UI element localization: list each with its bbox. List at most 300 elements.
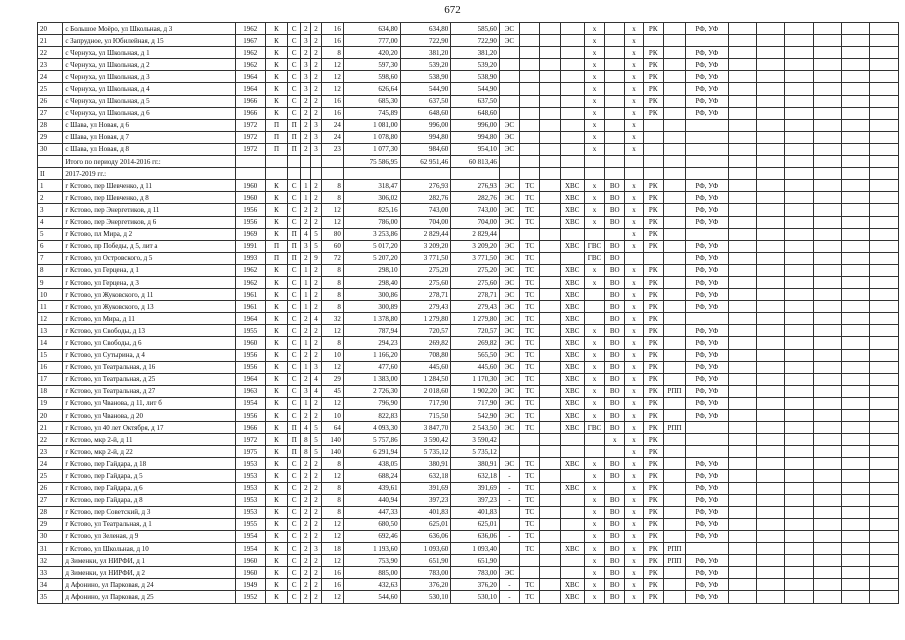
table-cell (605, 228, 625, 240)
table-cell: 1 (301, 192, 311, 204)
table-cell: 717,90 (451, 397, 500, 409)
table-cell: 2 (301, 543, 311, 555)
table-cell: К (265, 591, 287, 603)
table-cell: К (265, 482, 287, 494)
table-cell (785, 337, 813, 349)
table-row (38, 23, 899, 35)
table-cell (785, 192, 813, 204)
table-cell (663, 579, 685, 591)
table-cell (728, 107, 756, 119)
table-cell: 32 (321, 313, 343, 325)
table-cell: ТС (520, 518, 540, 530)
table-cell (870, 385, 899, 397)
table-cell: 634,80 (343, 23, 400, 35)
table-cell: х (584, 204, 604, 216)
table-row (38, 313, 899, 325)
table-cell (842, 410, 870, 422)
table-cell (540, 313, 560, 325)
table-cell: 1 (301, 289, 311, 301)
table-cell: ЭС (499, 252, 519, 264)
table-cell (663, 156, 685, 168)
table-cell (584, 156, 604, 168)
table-row (38, 579, 899, 591)
table-cell: ВО (605, 361, 625, 373)
table-cell (663, 107, 685, 119)
table-cell: х (625, 506, 643, 518)
table-cell: 2 543,50 (451, 422, 500, 434)
table-cell: 12 (321, 216, 343, 228)
table-cell: 1 284,50 (400, 373, 451, 385)
table-cell: 20 (38, 410, 63, 422)
table-cell: 2 (301, 470, 311, 482)
table-cell: 8 (321, 264, 343, 276)
table-cell: 715,50 (400, 410, 451, 422)
table-cell: - (499, 591, 519, 603)
table-cell: 10 (38, 289, 63, 301)
table-cell: ТС (520, 276, 540, 288)
table-cell (499, 156, 519, 168)
table-cell: 1 (301, 264, 311, 276)
table-cell: 3 (301, 83, 311, 95)
table-cell: х (584, 349, 604, 361)
table-cell: 1966 (235, 95, 265, 107)
table-cell (540, 47, 560, 59)
table-cell (728, 313, 756, 325)
table-cell: г Кстово, ул Герцена, д 3 (63, 276, 235, 288)
table-cell: 75 586,95 (343, 156, 400, 168)
table-cell: 1 (301, 397, 311, 409)
table-cell (842, 385, 870, 397)
table-cell (520, 131, 540, 143)
table-cell (757, 23, 785, 35)
table-cell: 3 (311, 361, 321, 373)
table-cell: РК (643, 591, 663, 603)
table-cell: 2 (301, 506, 311, 518)
table-cell (499, 83, 519, 95)
table-cell: 5 (311, 240, 321, 252)
table-cell (728, 458, 756, 470)
table-cell (757, 59, 785, 71)
table-row (38, 470, 899, 482)
table-row (38, 240, 899, 252)
table-cell (728, 252, 756, 264)
table-cell: 4 (301, 422, 311, 434)
table-cell: РФ, УФ (686, 95, 729, 107)
table-cell: 1953 (235, 494, 265, 506)
table-cell: 294,23 (343, 337, 400, 349)
table-cell: ВО (605, 543, 625, 555)
table-cell (870, 228, 899, 240)
table-cell (813, 240, 841, 252)
table-cell: 1972 (235, 434, 265, 446)
table-cell: 954,10 (451, 143, 500, 155)
table-row (38, 446, 899, 458)
table-cell: 1962 (235, 59, 265, 71)
table-cell: РФ, УФ (686, 289, 729, 301)
table-cell (842, 228, 870, 240)
table-row (38, 204, 899, 216)
table-cell: 2 (301, 567, 311, 579)
table-cell: х (584, 530, 604, 542)
table-cell (785, 543, 813, 555)
table-cell (757, 71, 785, 83)
table-cell (728, 264, 756, 276)
table-cell (663, 397, 685, 409)
table-cell: С (288, 216, 301, 228)
table-cell (728, 301, 756, 313)
table-cell (728, 385, 756, 397)
table-cell (785, 47, 813, 59)
table-cell: 1960 (235, 337, 265, 349)
table-cell (842, 434, 870, 446)
table-cell: д Афонино, ул Парковая, д 25 (63, 591, 235, 603)
table-cell: ТС (520, 397, 540, 409)
table-cell (728, 422, 756, 434)
table-cell: 585,60 (451, 23, 500, 35)
table-cell: К (265, 543, 287, 555)
table-cell: ТС (520, 385, 540, 397)
table-cell: 4 (311, 313, 321, 325)
table-cell: 1 383,00 (343, 373, 400, 385)
table-cell (560, 470, 584, 482)
table-cell: РК (643, 506, 663, 518)
table-cell (870, 434, 899, 446)
table-cell (757, 361, 785, 373)
table-cell: х (584, 71, 604, 83)
table-cell (686, 168, 729, 180)
table-cell (842, 313, 870, 325)
table-cell (842, 422, 870, 434)
table-cell: ХВС (560, 543, 584, 555)
table-cell: РК (643, 422, 663, 434)
table-cell: С (288, 313, 301, 325)
table-cell: 381,20 (451, 47, 500, 59)
table-cell (560, 47, 584, 59)
table-cell: х (584, 567, 604, 579)
table-cell (785, 555, 813, 567)
table-cell: 1953 (235, 470, 265, 482)
table-cell (757, 180, 785, 192)
table-cell: РФ, УФ (686, 301, 729, 313)
table-cell: 2 (311, 494, 321, 506)
page-number: 672 (444, 4, 461, 16)
table-row (38, 252, 899, 264)
table-cell: РФ, УФ (686, 23, 729, 35)
table-cell: х (584, 59, 604, 71)
table-cell: ВО (605, 313, 625, 325)
table-cell (785, 313, 813, 325)
table-cell (870, 361, 899, 373)
table-cell: х (625, 95, 643, 107)
table-cell: х (625, 180, 643, 192)
table-cell: 6 (38, 240, 63, 252)
table-cell (728, 518, 756, 530)
table-cell (813, 349, 841, 361)
table-cell (813, 555, 841, 567)
table-cell: ТС (520, 313, 540, 325)
table-cell: ВО (605, 422, 625, 434)
table-cell (785, 252, 813, 264)
table-cell (813, 204, 841, 216)
table-cell: г Кстово, пер Советский, д 3 (63, 506, 235, 518)
table-cell: с Чернуха, ул Школьная, д 4 (63, 83, 235, 95)
table-cell (728, 216, 756, 228)
table-cell: х (584, 555, 604, 567)
table-cell (842, 482, 870, 494)
table-cell: ЭС (499, 35, 519, 47)
table-cell (540, 349, 560, 361)
table-cell: 1 (301, 301, 311, 313)
table-cell: г Кстово, ул Театральная, д 27 (63, 385, 235, 397)
table-cell: х (625, 313, 643, 325)
table-cell: 275,20 (451, 264, 500, 276)
table-cell: К (265, 192, 287, 204)
table-cell (870, 458, 899, 470)
table-cell (540, 470, 560, 482)
table-cell: 1 902,20 (451, 385, 500, 397)
table-cell (540, 458, 560, 470)
table-cell (540, 518, 560, 530)
table-cell: РФ, УФ (686, 276, 729, 288)
table-cell: РК (643, 349, 663, 361)
table-cell: 26 (38, 482, 63, 494)
table-cell: 745,89 (343, 107, 400, 119)
table-cell (785, 59, 813, 71)
table-cell: 1960 (235, 180, 265, 192)
table-cell (785, 349, 813, 361)
table-cell (728, 228, 756, 240)
table-cell (842, 59, 870, 71)
table-cell: П (265, 131, 287, 143)
table-cell: г Кстово, ул Мира, д 11 (63, 313, 235, 325)
table-cell: 1 081,00 (343, 119, 400, 131)
table-cell: х (625, 264, 643, 276)
table-cell: с Большое Моёро, ул Школьная, д 3 (63, 23, 235, 35)
table-cell: ГВС (584, 240, 604, 252)
table-cell (757, 337, 785, 349)
table-cell (785, 373, 813, 385)
table-cell: РК (643, 313, 663, 325)
table-cell: К (265, 530, 287, 542)
table-cell (813, 23, 841, 35)
table-cell: ЭС (499, 204, 519, 216)
table-cell (785, 567, 813, 579)
table-cell (870, 131, 899, 143)
table-cell: 796,90 (343, 397, 400, 409)
table-cell: К (265, 71, 287, 83)
table-cell (663, 410, 685, 422)
table-cell: ВО (605, 410, 625, 422)
table-cell (813, 168, 841, 180)
table-cell: С (288, 325, 301, 337)
table-cell: ТС (520, 361, 540, 373)
table-cell: 306,02 (343, 192, 400, 204)
table-cell: С (288, 373, 301, 385)
table-cell (757, 156, 785, 168)
table-cell: К (265, 83, 287, 95)
table-cell: 994,80 (400, 131, 451, 143)
table-cell (813, 71, 841, 83)
table-cell: 1 (301, 361, 311, 373)
table-cell (842, 543, 870, 555)
table-cell: 30 (38, 530, 63, 542)
table-cell: 23 (321, 143, 343, 155)
table-cell: К (265, 325, 287, 337)
table-cell: 2 (311, 301, 321, 313)
table-cell: 2 (311, 458, 321, 470)
table-cell: 269,82 (400, 337, 451, 349)
table-cell: РФ, УФ (686, 252, 729, 264)
table-cell (540, 192, 560, 204)
table-cell: П (288, 228, 301, 240)
table-cell (842, 555, 870, 567)
table-cell (540, 252, 560, 264)
table-cell: 5 757,86 (343, 434, 400, 446)
table-cell: 994,80 (451, 131, 500, 143)
table-cell: П (288, 422, 301, 434)
table-cell: К (265, 228, 287, 240)
table-cell: 2 (311, 591, 321, 603)
table-cell (560, 107, 584, 119)
table-cell (785, 83, 813, 95)
table-cell: РФ, УФ (686, 410, 729, 422)
table-cell: х (625, 23, 643, 35)
table-cell (584, 168, 604, 180)
table-cell: ВО (605, 458, 625, 470)
table-cell: РФ, УФ (686, 530, 729, 542)
table-cell: 2 (311, 506, 321, 518)
table-cell: 996,00 (400, 119, 451, 131)
table-cell: 438,05 (343, 458, 400, 470)
table-cell (540, 107, 560, 119)
table-cell (870, 506, 899, 518)
table-cell: 12 (321, 470, 343, 482)
table-cell: 1964 (235, 313, 265, 325)
table-cell (560, 131, 584, 143)
table-cell: РК (643, 567, 663, 579)
table-cell (663, 264, 685, 276)
table-cell: х (584, 264, 604, 276)
table-cell (663, 131, 685, 143)
table-cell: 401,83 (400, 506, 451, 518)
table-cell (499, 71, 519, 83)
table-cell (785, 494, 813, 506)
table-cell: РК (643, 301, 663, 313)
table-cell: г Кстово, ул Театральная, д 25 (63, 373, 235, 385)
table-cell: С (288, 482, 301, 494)
table-cell (813, 482, 841, 494)
table-cell: х (584, 180, 604, 192)
table-cell: ХВС (560, 276, 584, 288)
table-cell: 2 829,44 (400, 228, 451, 240)
table-cell: ЭС (499, 325, 519, 337)
table-cell (540, 240, 560, 252)
table-cell: 22 (38, 434, 63, 446)
table-cell: РК (643, 397, 663, 409)
table-cell: 2 (311, 23, 321, 35)
table-cell (540, 579, 560, 591)
table-cell: 648,60 (400, 107, 451, 119)
table-cell (686, 228, 729, 240)
table-cell (870, 47, 899, 59)
table-cell (663, 301, 685, 313)
table-cell: х (625, 47, 643, 59)
table-cell: 2 (311, 579, 321, 591)
table-cell: ВО (605, 252, 625, 264)
table-cell (663, 83, 685, 95)
table-cell (757, 555, 785, 567)
table-row (38, 168, 899, 180)
table-cell: ЭС (499, 385, 519, 397)
table-cell: 22 (38, 47, 63, 59)
table-cell: 1964 (235, 71, 265, 83)
table-cell: 2 (301, 579, 311, 591)
table-cell: РФ, УФ (686, 240, 729, 252)
table-cell (842, 71, 870, 83)
table-cell: РК (643, 59, 663, 71)
table-cell (625, 156, 643, 168)
table-cell (584, 446, 604, 458)
table-cell (842, 325, 870, 337)
table-cell (842, 95, 870, 107)
table-row (38, 567, 899, 579)
table-cell: х (625, 83, 643, 95)
table-cell (757, 131, 785, 143)
table-cell (540, 410, 560, 422)
table-cell: х (625, 482, 643, 494)
table-cell (540, 422, 560, 434)
table-cell: 298,40 (343, 276, 400, 288)
table-cell: РФ, УФ (686, 47, 729, 59)
table-cell: ХВС (560, 482, 584, 494)
housing-register-table (37, 22, 899, 604)
table-cell (728, 192, 756, 204)
table-cell: 16 (321, 579, 343, 591)
table-cell: РФ, УФ (686, 555, 729, 567)
table-cell (813, 289, 841, 301)
table-cell (605, 59, 625, 71)
table-cell: 2 (301, 252, 311, 264)
table-cell: г Кстово, ул 40 лет Октября, д 17 (63, 422, 235, 434)
table-cell: ХВС (560, 591, 584, 603)
table-cell: 3 209,20 (451, 240, 500, 252)
table-cell: П (265, 240, 287, 252)
table-cell: 1 (301, 180, 311, 192)
table-cell: 477,60 (343, 361, 400, 373)
table-cell: 2 (301, 47, 311, 59)
table-cell: 12 (321, 325, 343, 337)
table-cell (560, 252, 584, 264)
table-cell: П (288, 434, 301, 446)
table-cell (785, 23, 813, 35)
table-cell: 8 (321, 180, 343, 192)
table-cell (643, 156, 663, 168)
table-cell: х (584, 494, 604, 506)
table-cell (870, 95, 899, 107)
table-cell (842, 446, 870, 458)
table-cell: ЭС (499, 180, 519, 192)
table-cell: 391,69 (451, 482, 500, 494)
table-cell: ЭС (499, 23, 519, 35)
table-cell (842, 373, 870, 385)
table-cell (686, 446, 729, 458)
table-cell (813, 313, 841, 325)
table-cell: 16 (321, 95, 343, 107)
table-cell (842, 518, 870, 530)
table-cell: К (265, 313, 287, 325)
table-cell (728, 204, 756, 216)
table-cell: РК (643, 494, 663, 506)
